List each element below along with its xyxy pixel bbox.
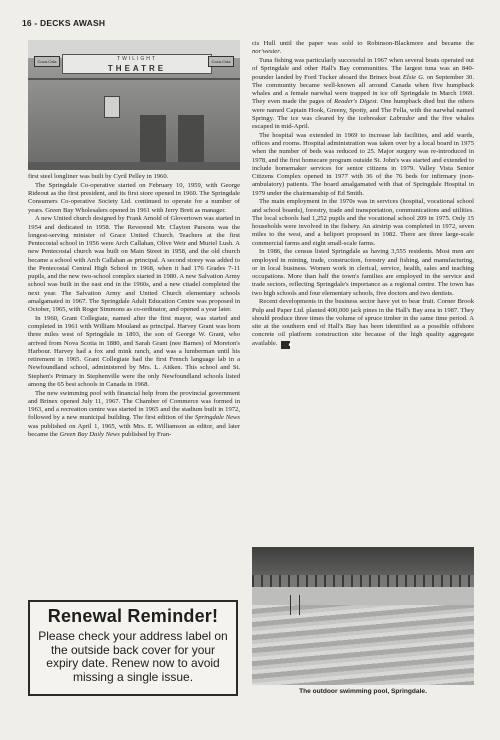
photo-caption: The outdoor swimming pool, Springdale.: [299, 688, 427, 695]
paragraph: Recent developments in the business sector have yet to bear fruit. Corner Brook Pulp and Paper Ltd. planted 400,000 jack pines in the Hall's Bay area in 1987. They should produce three times the volume of spruce timber in the same time period. A site at the southern end of Hall's Bay has been identified as a possible offshore concrete oil platform construction site because of the high quality aggregate available. ■: [252, 298, 474, 348]
page-header: 16 - DECKS AWASH: [22, 18, 106, 28]
paragraph: The main employment in the 1970s was in services (hospital, vocational school and school boards), forestry, trade and transportation, communications and utilities. The local schools had 1,252 pupils and the vocational school 209 in 1975. Only 15 households were involved in the fishery. An airstrip was completed in 1972, seven miles to the west, and a heliport proposed in 1982. There are three large-scale commercial farms and eight small-scale farms.: [252, 198, 474, 247]
pool-ladder: [290, 595, 300, 615]
renewal-body: Please check your address label on the outside back cover for your expiry date. Renew now to avoid missing a single issue.: [38, 629, 228, 684]
paragraph: A new United church designed by Frank Arnold of Glovertown was started in 1954 and dedicated in 1958. The Reverend Mr. Clayton Parsons was the longest-serving minister of Grace United Church. Teachers at the first Pentecostal school in 1956 were Arch Callahan, Olive Weir and Muriel Lush. A new Pentecostal church was built on Main Street in 1958, and the old church became a school with Arch Callahan as principal. A second storey was added to the Pentecostal Central High School in 1968, when it had 176 Grades 7-11 pupils, and the new two-school complex started in 1980. A new Salvation Army school was built in the east end in the 1960s, and a new citadel completed the next year. The Salvation Army and United Church elementary schools amalgamated in 1967. The Springdale Adult Education Centre was proposed in October, 1965, with Roger Simmons as co-ordinator, and opened a year later.: [28, 215, 240, 313]
marquee-small-text: TWILIGHT: [117, 56, 157, 62]
paragraph: Tuna fishing was particularly successful in 1967 when several boats operated out of Springdale and other Hall's Bay communities. The largest tuna was an 840-pounder landed by Ford Tucker aboard the Brinex boat Elsie G. on September 30. The community became well-known all around Canada when five humpback whales and a female narwhal were trapped in ice off Springdale in March 1969. They even made the pages of Reader's Digest. One humpback died but the others were named Captain Hook, Greeny, Spotty, and The Fella, with the narwhal named Springy. The ice was cleared by the icebreaker Labrador and the five whales escaped in mid-April.: [252, 57, 475, 130]
marquee-large-text: THEATRE: [107, 64, 167, 73]
paragraph: The new swimming pool with financial help from the provincial government and Brinex opened July 11, 1967. The Chamber of Commerce was formed in 1963, and a recreation centre was started in 1965 and the stadium built in 1972, followed by a new municipal building. The first edition of the Springdale News was published on April 1, 1965, with Mrs. E. Williamson as editor, and later became the Green Bay Daily News published by Fran-: [28, 389, 240, 438]
coca-cola-sign-left: Coca-Cola: [34, 56, 60, 67]
coca-cola-sign-right: Coca-Cola: [208, 56, 234, 67]
theatre-photo: [28, 40, 240, 170]
renewal-title: Renewal Reminder!: [47, 606, 219, 626]
paragraph: The hospital was extended in 1969 to increase lab facilities, and add wards, offices and rooms. Hospital administration was taken over by a local board in 1975 when the number of beds was reduced to 25. Major surgery was re-introduced in 1978, and the first homecare program outside St. John's was started and extended to include homemaker services for senior citizens in 1979. Valley Vista Senior Citizens Complex opened in 1977 with 36 of the 76 beds for infirmary (non-ambulatory) patients. The board amalgamated with that of Springdale Hospital in 1979 under the chairmanship of Ed Smith.: [252, 131, 474, 197]
right-column: [252, 40, 474, 349]
paragraph: first steel longliner was built by Cyril Pelley in 1960.: [28, 173, 169, 180]
left-column: [28, 40, 240, 439]
paragraph: In 1960, Grant Collegiate, named after the first mayor, was started and completed in 1961 with William Mouland as principal. Harvey Grant was born three miles west of Springdale in 1893, the son of George W. Grant, who arrived from Nova Scotia in 1880, and Sarah Grant (nee Barnes) of Moreton's Harbour. Harvey had a fox and mink ranch, and was a lumberman until his retirement in 1965. Grant Collegiate had the first French language lab in a Newfoundland school, administered by Mrs. L. Aitken. This school and St. Stephen's Primary in Stephenville were the only Newfoundland schools listed among the 65 best schools in Canada in 1968.: [28, 314, 240, 388]
paragraph: cis Hull until the paper was sold to Robinson-Blackmore and became the nor'wester.: [252, 40, 474, 56]
end-mark-icon: ■: [281, 341, 290, 349]
theatre-marquee: [62, 54, 212, 74]
swimming-pool-photo: [252, 547, 474, 685]
renewal-reminder-box: [28, 600, 238, 696]
theatre-poster: [104, 96, 120, 118]
paragraph: In 1986, the census listed Springdale as having 3,555 residents. Most men are employed in mining, trade, construction, forestry and fishing, and manufacturing, or in local business. Women work in clerical, service, health, sales and teaching occupations. More than half the town's families are employed in the service and trade sectors, reflecting Springdale's importance as a regional centre. The town has two high schools and four elementary schools, five doctors and two dentists.: [252, 248, 474, 297]
paragraph: The Springdale Co-operative started on February 10, 1959, with George Rideout as the first president, and its first store opened in 1960. The Springdale Consumers Co-operative Society Ltd. continued to operate for a number of years. Green Bay Wholesalers opened in 1961 with Jerry Brett as manager.: [28, 181, 240, 214]
